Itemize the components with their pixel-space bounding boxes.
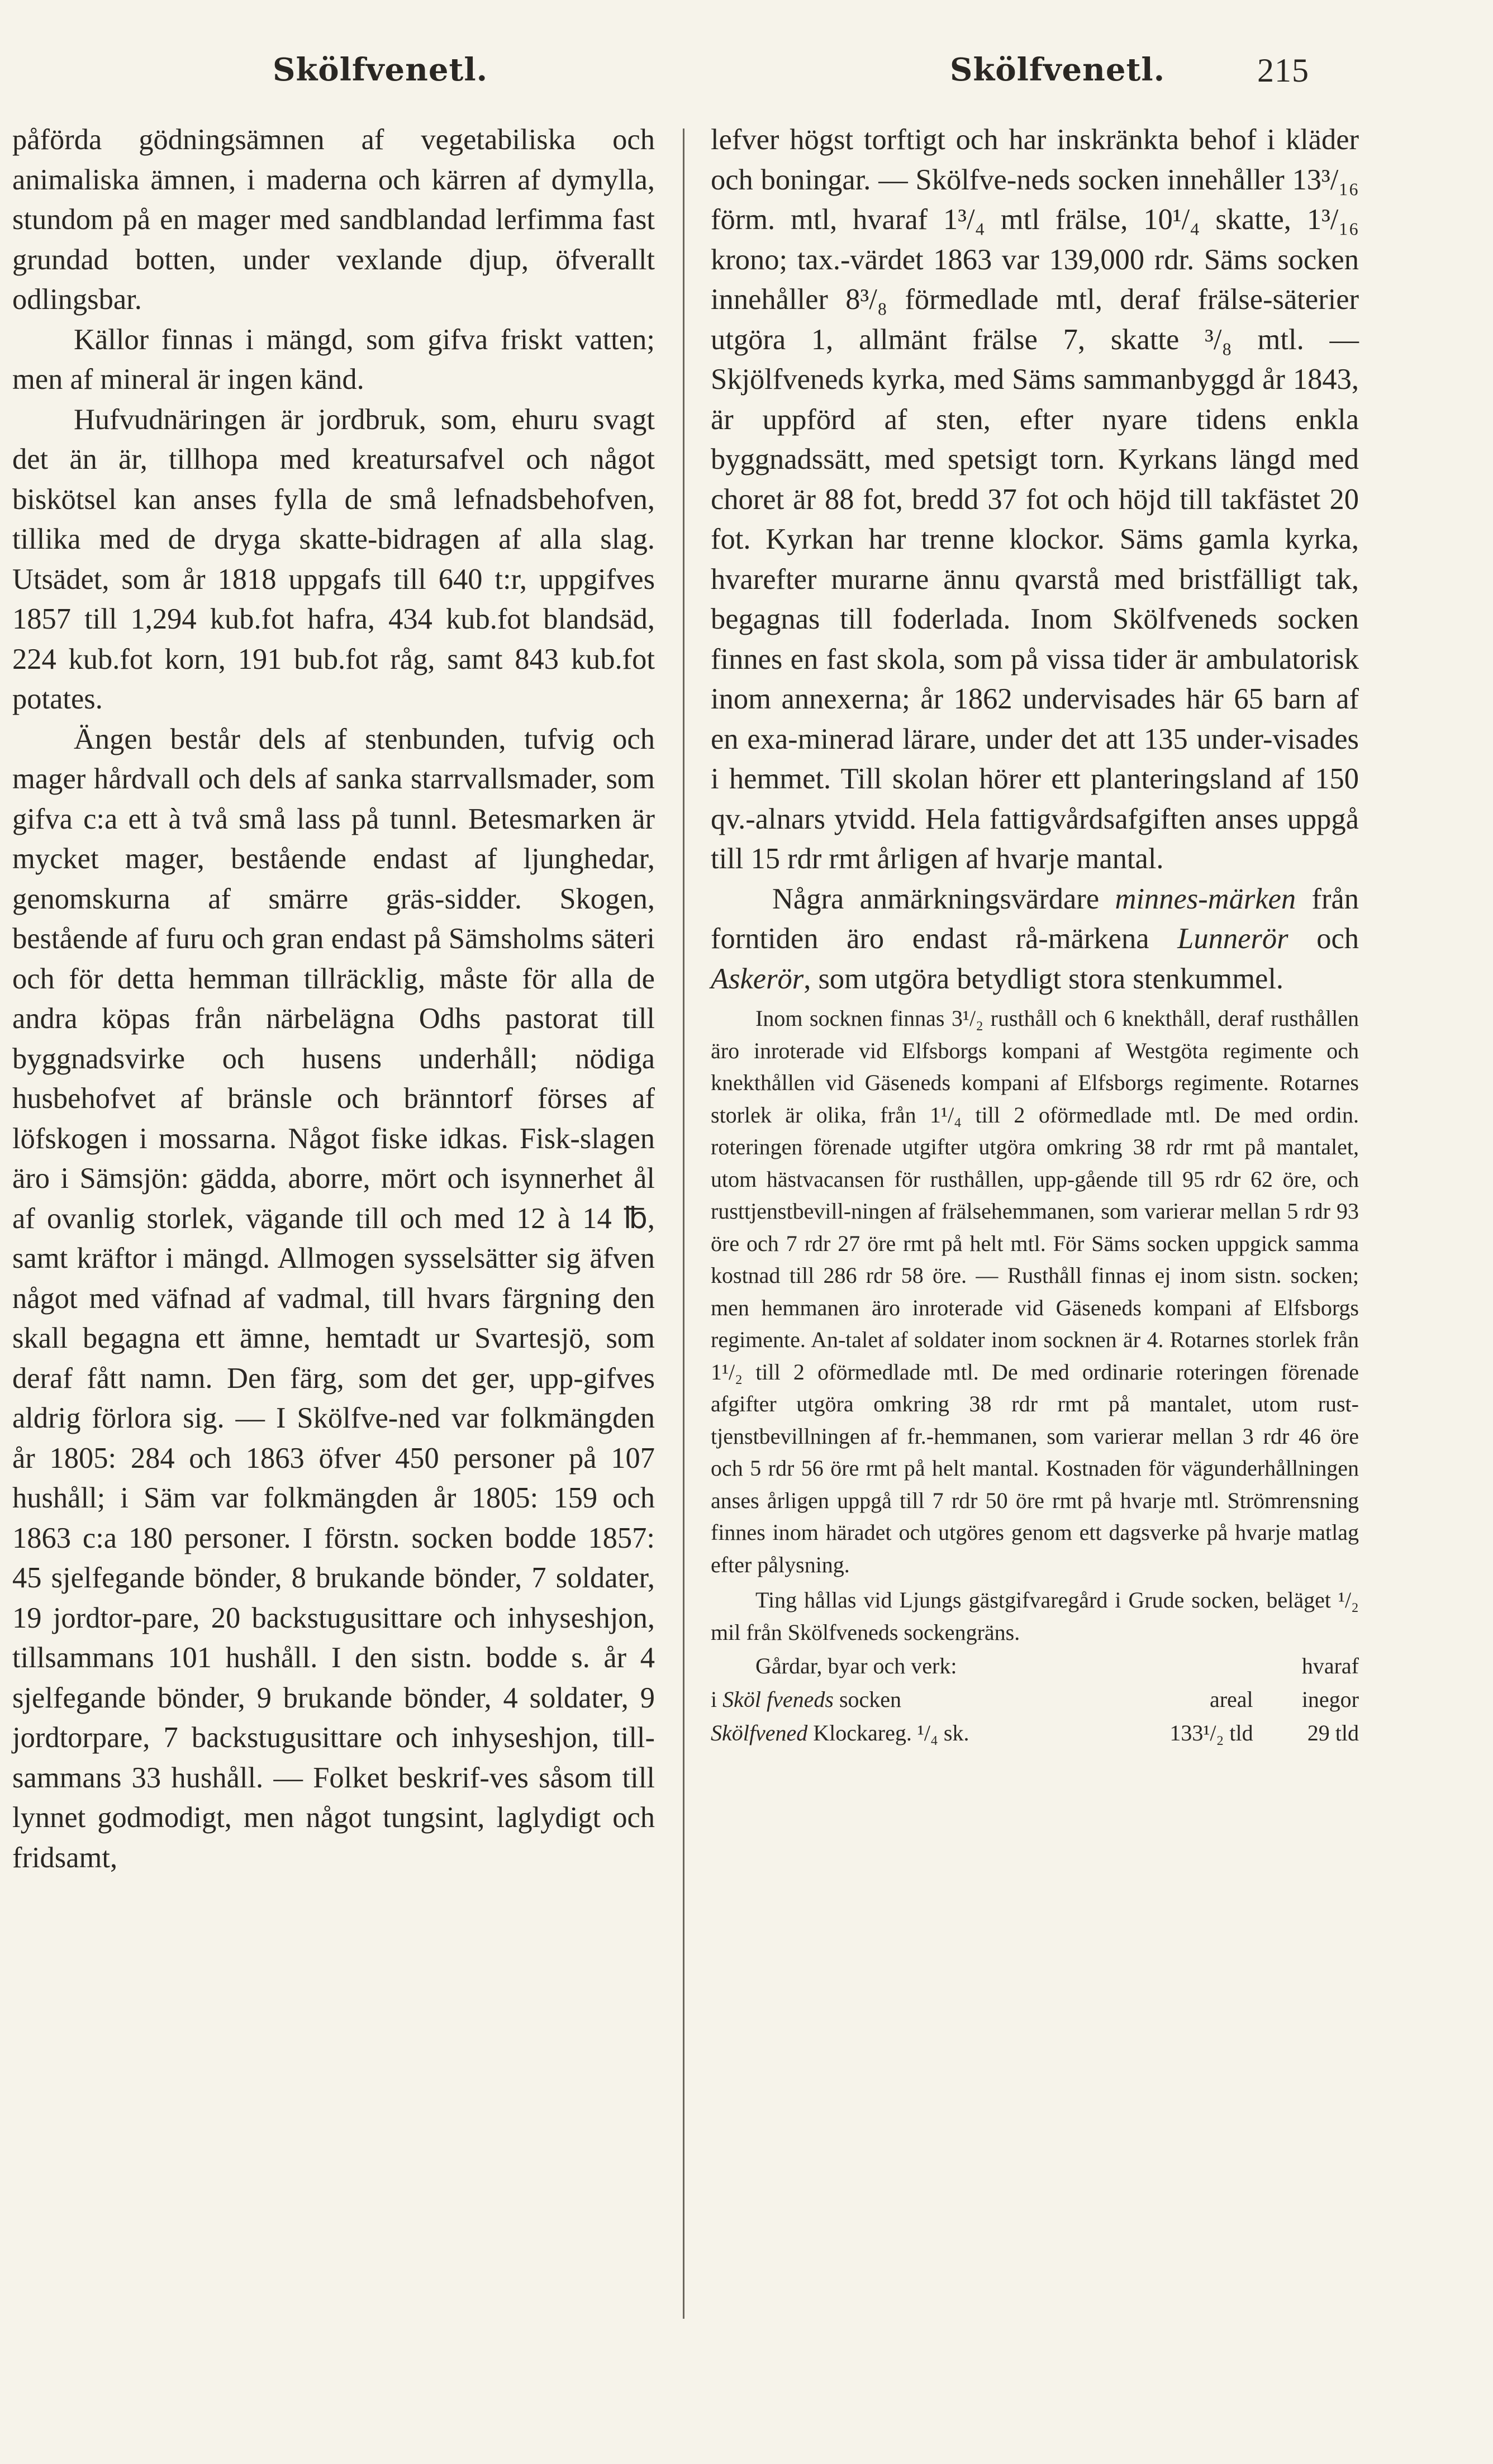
table-header-row [711, 1649, 1359, 1683]
table-row [711, 1716, 1359, 1750]
italic-place-name: Lunnerör [1177, 922, 1288, 955]
paragraph: Källor finnas i mängd, som gifva friskt vatten; men af mineral är ingen känd. [12, 323, 655, 396]
right-column [711, 120, 1359, 1750]
small-print-paragraph: Inom socknen finnas 3¹/₂ rusthåll och 6 knekthåll, deraf rusthållen äro inroterade vid Elfsborgs kompani af Westgöta regimente och knekthållen vid Gäseneds kompani af Elfsborgs regimente. Rotarnes storlek är olika, från 1¹/₄ till 2 oförmedlade mtl. De med ordin. roteringen förenade utgifter utgöra omkring 38 rdr rmt på mantalet, utom hästvacansen för rusthållen, upp-gående till 95 rdr 62 öre, och rusttjenstbevill-ningen af frälsehemmanen, som varierar mellan 5 rdr 93 öre och 7 rdr 27 öre rmt på helt mtl. För Säms socken uppgick samma kostnad till 286 rdr 58 öre. — Rusthåll finnas ej inom sistn. socken; men hemmanen äro inroterade vid Gäseneds kompani af Elfsborgs regimente. An-talet af soldater inom socknen är 4. Rotarnes storlek från 1¹/₂ till 2 oförmedlade mtl. De med ordinarie roteringen förenade afgifter utgöra omkring 38 rdr rmt på mantalet, utom rust-tjenstbevillningen af fr.-hemmanen, som varierar mellan 3 rdr 46 öre och 5 rdr 56 öre rmt på helt mantal. Kostnaden för vägunderhållningen anses årligen uppgå till 7 rdr 50 öre rmt på hvarje mtl. Strömrensning finnes inom häradet och utgöres genom ett dagsverke på hvarje matlag efter pålysning. [711, 1006, 1359, 1577]
table-header-cell: Gårdar, byar och verk: [755, 1653, 957, 1678]
text-run: och [1288, 922, 1359, 955]
paragraph: påförda gödningsämnen af vegetabiliska och animaliska ämnen, i maderna och kärren af dymylla, stundom på en mager med sandblandad lerfimma fast grundad botten, under vexlande djup, öfverallt odlingsbar. [12, 123, 655, 316]
page-number: 215 [1257, 52, 1309, 89]
running-head-right: Skölfvenetl. [950, 51, 1166, 88]
italic-place-name: Askerör [711, 962, 804, 995]
table-cell: 29 tld [1307, 1720, 1359, 1745]
left-column [12, 120, 655, 1878]
table-cell [711, 1716, 1114, 1750]
paragraph: lefver högst torftigt och har inskränkta behof i kläder och boningar. — Skölfve-neds socken innehåller 13³/₁₆ förm. mtl, hvaraf 1³/₄ mtl frälse, 10¹/₄ skatte, 1³/₁₆ krono; tax.-värdet 1863 var 139,000 rdr. Säms socken innehåller 8³/₈ förmedlade mtl, deraf frälse-säterier utgöra 1, allmänt frälse 7, skatte ³/₈ mtl. — Skjölfveneds kyrka, med Säms sammanbyggd år 1843, är uppförd af sten, efter nyare tidens enkla byggnadssätt, med spetsigt torn. Kyrkans längd med choret är 88 fot, bredd 37 fot och höjd till takfästet 20 fot. Kyrkan har trenne klockor. Säms gamla kyrka, hvarefter murarne ännu qvarstå med bristfälligt tak, begagnas till foderlada. Inom Skölfveneds socken finnes en fast skola, som på vissa tider är ambulatorisk inom annexerna; år 1862 undervisades här 65 barn af en exa-minerad lärare, under det att 135 under-visades i hemmet. Till skolan hörer ett planteringsland af 150 qv.-alnars ytvidd. Hela fattigvårdsafgiften anses uppgå till 15 rdr rmt årligen af hvarje mantal. [711, 123, 1359, 875]
farms-table [711, 1649, 1359, 1750]
table-header-cell: inegor [1301, 1687, 1359, 1712]
text-run: socken [833, 1687, 902, 1712]
paragraph-minnesmarken [711, 879, 1359, 1000]
table-header-cell: hvaraf [1301, 1653, 1359, 1678]
table-cell: 133¹/₂ tld [1169, 1720, 1253, 1745]
text-run: Klockareg. ¹/₄ sk. [807, 1720, 969, 1745]
column-divider [683, 129, 684, 2319]
paragraph: Hufvudnäringen är jordbruk, som, ehuru svagt det än är, tillhopa med kreatursafvel och något biskötsel kan anses fylla de små lefnadsbehofven, tillika med de dryga skatte-bidragen af alla slag. Utsädet, som år 1818 uppgafs till 640 t:r, uppgifves 1857 till 1,294 kub.fot hafra, 434 kub.fot blandsäd, 224 kub.fot korn, 191 bub.fot råg, samt 843 kub.fot potates. [12, 403, 655, 715]
paragraph: Ängen består dels af stenbunden, tufvig och mager hårdvall och dels af sanka starrvallsmader, som gifva c:a ett à två små lass på tunnl. Betesmarken är mycket mager, bestående endast af ljunghedar, genomskurna af smärre gräs-sidder. Skogen, bestående af furu och gran endast på Sämsholms säteri och för detta hemman tillräcklig, måste för alla de andra köpas från närbelägna Odhs pastorat till byggnadsvirke och husens underhåll; nödiga husbehofvet af bränsle och bränntorf förses af löfskogen i mossarna. Något fiske idkas. Fisk-slagen äro i Sämsjön: gädda, aborre, mört och isynnerhet ål af ovanlig storlek, vägande till och med 12 à 14 ℔, samt kräftor i mängd. Allmogen sysselsätter sig äfven något med väfnad af vadmal, till hvars färgning den skall begagna ett ämne, hemtadt ur Svartesjö, som deraf fått namn. Den färg, som det ger, upp-gifves aldrig förlora sig. — I Skölfve-ned var folkmängden år 1805: 284 och 1863 öfver 450 personer på 107 hushåll; i Säm var folkmängden år 1805: 159 och 1863 c:a 180 personer. I förstn. socken bodde 1857: 45 sjelfegande bönder, 8 brukande bönder, 7 soldater, 19 jordtor-pare, 20 backstugusittare och inhyseshjon, tillsammans 101 hushåll. I den sistn. bodde s. år 4 sjelfegande bönder, 9 brukande bönder, 4 soldater, 9 jordtorpare, 7 backstugusittare och inhyseshjon, till-sammans 33 hushåll. — Folket beskrif-ves såsom till lynnet godmodigt, men något tungsint, laglydigt och fridsamt, [12, 722, 655, 1874]
table-header-cell: areal [1209, 1687, 1253, 1712]
italic-term: minnes-märken [1115, 882, 1296, 915]
text-run: från forntiden äro endast rå-märkena [711, 882, 1359, 955]
table-header-cell [711, 1683, 1114, 1716]
italic-parish-name: Skölfvened [711, 1720, 808, 1745]
text-run: , som utgöra betydligt stora stenkummel. [803, 962, 1284, 995]
small-print-paragraph: Ting hållas vid Ljungs gästgifvaregård i Grude socken, beläget ¹/₂ mil från Skölfveneds sockengräns. [711, 1587, 1359, 1645]
text-run: i [711, 1687, 723, 1712]
italic-parish-name: Sköl fveneds [722, 1687, 834, 1712]
text-run: Några anmärkningsvärdare [772, 882, 1115, 915]
table-header-row [711, 1683, 1359, 1716]
table-header-cell [1114, 1649, 1270, 1683]
running-head-left: Skölfvenetl. [273, 51, 488, 88]
